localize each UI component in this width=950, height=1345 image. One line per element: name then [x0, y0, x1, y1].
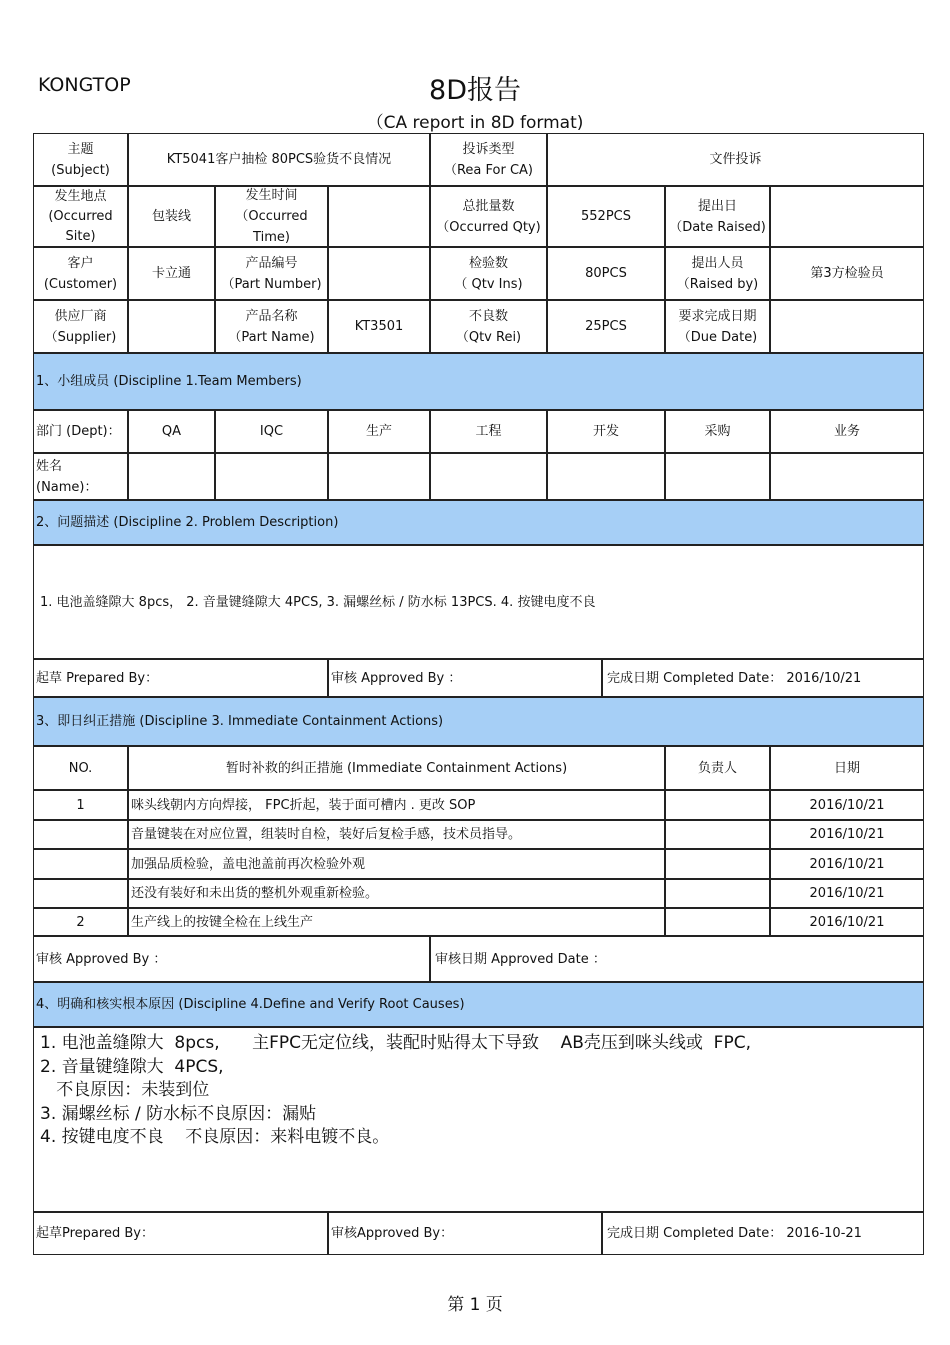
complaint-type-value: 文件投诉 — [547, 133, 924, 186]
dept-iqc: IQC — [215, 410, 328, 453]
root-cause-line: 3. 漏螺丝标 / 防水标不良原因：漏贴 — [40, 1103, 317, 1124]
complaint-type-label-cell — [430, 133, 547, 186]
subject-label-cell — [33, 133, 128, 186]
total-qty-value: 552PCS — [547, 186, 665, 247]
row-action: 加强品质检验，盖电池盖前再次检验外观 — [128, 849, 665, 879]
dept-sales: 业务 — [770, 410, 924, 453]
root-cause-line: 不良原因：未装到位 — [40, 1080, 210, 1100]
d2-prepared-by: 起草 Prepared By： — [33, 659, 328, 697]
report-title: 8D报告 — [429, 75, 521, 106]
due-date-label-en: （Due Date) — [677, 329, 758, 345]
part-name-label-cell — [215, 300, 328, 353]
time-label: 发生时间 — [245, 188, 298, 203]
total-qty-label: 总批量数 — [462, 198, 515, 214]
customer-label-en: (Customer) — [43, 276, 118, 292]
col-date-header: 日期 — [770, 746, 924, 790]
page-number: 第 1 页 — [447, 1295, 503, 1315]
d4-completed-date: 完成日期 Completed Date： 2016-10-21 — [602, 1212, 924, 1255]
name-cell-iqc — [215, 453, 328, 500]
row-owner — [665, 879, 770, 908]
supplier-value — [128, 300, 215, 353]
site-label-cell — [33, 186, 128, 247]
row-owner — [665, 849, 770, 879]
d4-heading: 4、明确和核实根本原因 (Discipline 4.Define and Verify Root Causes) — [33, 982, 924, 1027]
name-cell-development — [547, 453, 665, 500]
col-action-header: 暂时补救的纠正措施 (Immediate Containment Actions) — [128, 746, 665, 790]
row-owner — [665, 820, 770, 849]
due-date-value — [770, 300, 924, 353]
name-cell-qa — [128, 453, 215, 500]
reject-qty-label: 不良数 — [468, 308, 508, 324]
date-raised-label-en: （Date Raised) — [669, 219, 766, 235]
customer-label-cell — [33, 247, 128, 300]
dept-qa: QA — [128, 410, 215, 453]
date-raised-value — [770, 186, 924, 247]
supplier-label-cell — [33, 300, 128, 353]
supplier-label: 供应厂商 — [54, 308, 107, 324]
site-value: 包装线 — [128, 186, 215, 247]
row-no — [33, 820, 128, 849]
complaint-type-label-en: （Rea For CA) — [443, 162, 534, 178]
root-cause-line: 4. 按键电度不良 不良原因：来料电镀不良。 — [40, 1127, 390, 1147]
d4-approved-by: 审核Approved By： — [328, 1212, 602, 1255]
row-date: 2016/10/21 — [770, 908, 924, 936]
inspect-qty-label: 检验数 — [468, 255, 508, 271]
root-causes — [33, 1027, 924, 1212]
root-cause-line: 2. 音量键缝隙大 4PCS, — [40, 1056, 224, 1077]
date-raised-label: 提出日 — [697, 198, 737, 214]
name-cell-sales — [770, 453, 924, 500]
subject-value: KT5041客户抽检 80PCS验货不良情况 — [128, 133, 430, 186]
customer-value: 卡立通 — [128, 247, 215, 300]
row-action: 还没有装好和未出货的整机外观重新检验。 — [128, 879, 665, 908]
part-number-label-cell — [215, 247, 328, 300]
inspect-qty-label-cell — [430, 247, 547, 300]
customer-label: 客户 — [67, 255, 94, 271]
reject-qty-label-en: （Qtv Rei) — [455, 329, 522, 345]
subject-label-en: (Subject) — [51, 162, 110, 178]
d1-heading: 1、小组成员 (Discipline 1.Team Members) — [33, 353, 924, 410]
d3-approved-date: 审核日期 Approved Date ： — [430, 936, 924, 982]
row-action: 咪头线朝内方向焊接， FPC折起，装于面可槽内 . 更改 SOP — [128, 790, 665, 820]
date-raised-label-cell — [665, 186, 770, 247]
d3-approved-by: 审核 Approved By ： — [33, 936, 430, 982]
row-no — [33, 879, 128, 908]
d2-completed-date: 完成日期 Completed Date： 2016/10/21 — [602, 659, 924, 697]
row-no: 2 — [33, 908, 128, 936]
name-cell-production — [328, 453, 430, 500]
part-name-label: 产品名称 — [245, 308, 298, 324]
d4-prepared-by: 起草Prepared By： — [33, 1212, 328, 1255]
site-label: 发生地点 — [54, 188, 107, 204]
complaint-type-label: 投诉类型 — [462, 141, 515, 157]
part-number-value — [328, 247, 430, 300]
time-label-en: （Occurred Time) — [235, 209, 308, 245]
part-number-label-en: （Part Number) — [221, 276, 322, 292]
subject-label: 主题 — [67, 141, 94, 157]
row-date: 2016/10/21 — [770, 879, 924, 908]
problem-description: 1. 电池盖缝隙大 8pcs， 2. 音量键缝隙大 4PCS, 3. 漏螺丝标 / 防水标 13PCS. 4. 按键电度不良 — [33, 545, 924, 659]
d2-heading: 2、问题描述 (Discipline 2. Problem Description) — [33, 500, 924, 545]
name-label: 姓名 (Name)： — [33, 453, 128, 500]
reject-qty-label-cell — [430, 300, 547, 353]
root-cause-line: 1. 电池盖缝隙大 8pcs, 主FPC无定位线，装配时贴得太下导致 AB壳压到咪头线或 FPC, — [40, 1033, 751, 1053]
time-value — [328, 186, 430, 247]
raised-by-label-cell — [665, 247, 770, 300]
row-no: 1 — [33, 790, 128, 820]
dept-label: 部门 (Dept)： — [33, 410, 128, 453]
dept-development: 开发 — [547, 410, 665, 453]
part-name-value: KT3501 — [328, 300, 430, 353]
total-qty-label-en: （Occurred Qty) — [436, 219, 541, 235]
company-name: KONGTOP — [38, 74, 131, 96]
site-label-en: (Occurred — [48, 208, 113, 224]
site-label-en2: Site) — [65, 228, 96, 244]
row-action: 音量键装在对应位置，组装时自检，装好后复检手感，技术员指导。 — [128, 820, 665, 849]
name-cell-purchasing — [665, 453, 770, 500]
col-no-header: NO. — [33, 746, 128, 790]
row-owner — [665, 908, 770, 936]
raised-by-label-en: （Raised by) — [676, 276, 759, 292]
reject-qty-value: 25PCS — [547, 300, 665, 353]
dept-production: 生产 — [328, 410, 430, 453]
row-date: 2016/10/21 — [770, 790, 924, 820]
report-subtitle: （CA report in 8D format) — [366, 113, 584, 133]
d3-heading: 3、即日纠正措施 (Discipline 3. Immediate Containment Actions) — [33, 697, 924, 746]
due-date-label: 要求完成日期 — [678, 308, 757, 324]
total-qty-label-cell — [430, 186, 547, 247]
part-number-label: 产品编号 — [245, 255, 298, 271]
part-name-label-en: （Part Name) — [228, 329, 315, 345]
row-action: 生产线上的按键全检在上线生产 — [128, 908, 665, 936]
due-date-label-cell — [665, 300, 770, 353]
raised-by-label: 提出人员 — [691, 255, 744, 271]
inspect-qty-value: 80PCS — [547, 247, 665, 300]
row-no — [33, 849, 128, 879]
inspect-qty-label-en: （ Qtv Ins) — [454, 276, 523, 292]
col-owner-header: 负责人 — [665, 746, 770, 790]
dept-engineering: 工程 — [430, 410, 547, 453]
time-label-cell — [215, 186, 328, 247]
supplier-label-en: （Supplier) — [44, 329, 117, 345]
row-owner — [665, 790, 770, 820]
name-cell-engineering — [430, 453, 547, 500]
raised-by-value: 第3方检验员 — [770, 247, 924, 300]
row-date: 2016/10/21 — [770, 820, 924, 849]
row-date: 2016/10/21 — [770, 849, 924, 879]
dept-purchasing: 采购 — [665, 410, 770, 453]
d2-approved-by: 审核 Approved By ： — [328, 659, 602, 697]
